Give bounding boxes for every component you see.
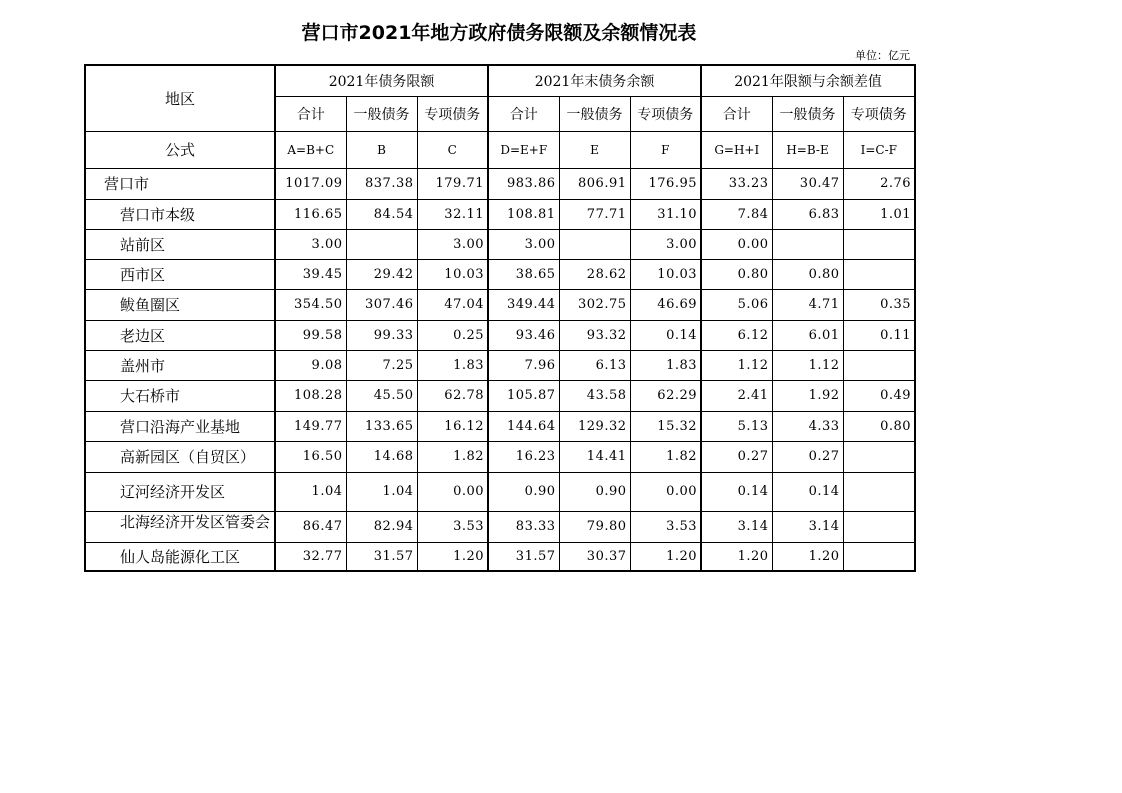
value-cell: 7.96: [488, 350, 559, 380]
value-cell: 3.00: [275, 229, 346, 259]
value-cell: 307.46: [346, 289, 417, 320]
debt-table: [84, 64, 916, 572]
value-cell: 349.44: [488, 289, 559, 320]
value-cell: 93.46: [488, 320, 559, 350]
value-cell: 79.80: [559, 511, 630, 542]
value-cell: 29.42: [346, 259, 417, 289]
table-row: [85, 320, 915, 350]
value-cell: 0.11: [843, 320, 915, 350]
value-cell: 1.04: [275, 472, 346, 511]
value-cell: [559, 229, 630, 259]
value-cell: [346, 229, 417, 259]
value-cell: 1.83: [417, 350, 488, 380]
value-cell: 3.53: [417, 511, 488, 542]
group-header-difference: 2021年限额与余额差值: [701, 65, 915, 96]
region-header: 地区: [85, 65, 275, 131]
value-cell: 28.62: [559, 259, 630, 289]
page-title: 营口市2021年地方政府债务限额及余额情况表: [301, 22, 697, 44]
value-cell: [843, 472, 915, 511]
value-cell: 32.77: [275, 542, 346, 571]
value-cell: 16.23: [488, 441, 559, 472]
value-cell: 31.57: [346, 542, 417, 571]
value-cell: 6.01: [772, 320, 843, 350]
value-cell: 116.65: [275, 199, 346, 229]
value-cell: 1.92: [772, 380, 843, 411]
value-cell: 129.32: [559, 411, 630, 441]
value-cell: 0.00: [630, 472, 701, 511]
value-cell: 32.11: [417, 199, 488, 229]
formula-label: 公式: [85, 131, 275, 168]
value-cell: 86.47: [275, 511, 346, 542]
value-cell: 6.12: [701, 320, 772, 350]
value-cell: 3.53: [630, 511, 701, 542]
value-cell: [772, 229, 843, 259]
table-row: [85, 441, 915, 472]
value-cell: 1.82: [630, 441, 701, 472]
value-cell: 302.75: [559, 289, 630, 320]
value-cell: 99.58: [275, 320, 346, 350]
value-cell: 1.20: [772, 542, 843, 571]
value-cell: 84.54: [346, 199, 417, 229]
value-cell: 1017.09: [275, 168, 346, 199]
value-cell: 0.49: [843, 380, 915, 411]
formula-cell: B: [346, 131, 417, 168]
subheader-limit-special: 专项债务: [417, 96, 488, 131]
value-cell: 1.82: [417, 441, 488, 472]
value-cell: [843, 350, 915, 380]
region-name: 北海经济开发区管委会: [85, 511, 275, 542]
value-cell: 0.90: [488, 472, 559, 511]
value-cell: 31.10: [630, 199, 701, 229]
subheader-balance-total: 合计: [488, 96, 559, 131]
group-header-limit: 2021年债务限额: [275, 65, 488, 96]
value-cell: 0.27: [772, 441, 843, 472]
table-row: [85, 199, 915, 229]
value-cell: 47.04: [417, 289, 488, 320]
value-cell: 31.57: [488, 542, 559, 571]
region-name: 西市区: [85, 259, 275, 289]
value-cell: 1.12: [701, 350, 772, 380]
value-cell: 149.77: [275, 411, 346, 441]
region-name: 营口市本级: [85, 199, 275, 229]
value-cell: 14.41: [559, 441, 630, 472]
value-cell: [843, 229, 915, 259]
subheader-diff-total: 合计: [701, 96, 772, 131]
table-body: [85, 168, 915, 571]
value-cell: 39.45: [275, 259, 346, 289]
value-cell: 0.14: [772, 472, 843, 511]
table-row: [85, 289, 915, 320]
value-cell: 0.80: [772, 259, 843, 289]
value-cell: 108.28: [275, 380, 346, 411]
value-cell: 3.14: [701, 511, 772, 542]
value-cell: 99.33: [346, 320, 417, 350]
value-cell: 46.69: [630, 289, 701, 320]
value-cell: 77.71: [559, 199, 630, 229]
value-cell: 0.80: [701, 259, 772, 289]
value-cell: 5.13: [701, 411, 772, 441]
subheader-limit-general: 一般债务: [346, 96, 417, 131]
value-cell: 4.71: [772, 289, 843, 320]
value-cell: 2.76: [843, 168, 915, 199]
value-cell: 837.38: [346, 168, 417, 199]
value-cell: 108.81: [488, 199, 559, 229]
value-cell: 82.94: [346, 511, 417, 542]
table-row: [85, 259, 915, 289]
value-cell: 176.95: [630, 168, 701, 199]
value-cell: 0.27: [701, 441, 772, 472]
region-name: 营口沿海产业基地: [85, 411, 275, 441]
value-cell: 16.12: [417, 411, 488, 441]
value-cell: 1.20: [701, 542, 772, 571]
region-name: 仙人岛能源化工区: [85, 542, 275, 571]
value-cell: 9.08: [275, 350, 346, 380]
value-cell: 62.78: [417, 380, 488, 411]
subheader-diff-special: 专项债务: [843, 96, 915, 131]
value-cell: 144.64: [488, 411, 559, 441]
table-row: [85, 411, 915, 441]
value-cell: 105.87: [488, 380, 559, 411]
value-cell: 3.00: [488, 229, 559, 259]
subheader-limit-total: 合计: [275, 96, 346, 131]
formula-cell: H=B-E: [772, 131, 843, 168]
value-cell: 7.25: [346, 350, 417, 380]
group-header-balance: 2021年末债务余额: [488, 65, 701, 96]
value-cell: 806.91: [559, 168, 630, 199]
value-cell: 1.12: [772, 350, 843, 380]
value-cell: 0.00: [417, 472, 488, 511]
table-header: [85, 65, 915, 168]
table-row: [85, 380, 915, 411]
subheader-balance-general: 一般债务: [559, 96, 630, 131]
value-cell: 5.06: [701, 289, 772, 320]
unit-label: 单位：亿元: [855, 49, 910, 62]
value-cell: [843, 259, 915, 289]
value-cell: 30.47: [772, 168, 843, 199]
value-cell: 16.50: [275, 441, 346, 472]
value-cell: 1.20: [630, 542, 701, 571]
value-cell: 354.50: [275, 289, 346, 320]
table-row: [85, 168, 915, 199]
value-cell: 33.23: [701, 168, 772, 199]
value-cell: 10.03: [630, 259, 701, 289]
value-cell: 38.65: [488, 259, 559, 289]
value-cell: 0.00: [701, 229, 772, 259]
value-cell: 179.71: [417, 168, 488, 199]
formula-cell: C: [417, 131, 488, 168]
value-cell: 30.37: [559, 542, 630, 571]
value-cell: 133.65: [346, 411, 417, 441]
formula-cell: F: [630, 131, 701, 168]
region-name: 营口市: [85, 168, 275, 199]
table-row: [85, 542, 915, 571]
value-cell: 14.68: [346, 441, 417, 472]
value-cell: [843, 511, 915, 542]
value-cell: 0.14: [630, 320, 701, 350]
value-cell: 4.33: [772, 411, 843, 441]
region-name: 站前区: [85, 229, 275, 259]
value-cell: 43.58: [559, 380, 630, 411]
formula-cell: D=E+F: [488, 131, 559, 168]
value-cell: 1.01: [843, 199, 915, 229]
value-cell: 83.33: [488, 511, 559, 542]
value-cell: 1.04: [346, 472, 417, 511]
value-cell: 3.00: [630, 229, 701, 259]
region-name: 大石桥市: [85, 380, 275, 411]
formula-cell: A=B+C: [275, 131, 346, 168]
value-cell: 0.25: [417, 320, 488, 350]
value-cell: 45.50: [346, 380, 417, 411]
value-cell: 1.20: [417, 542, 488, 571]
value-cell: 3.14: [772, 511, 843, 542]
value-cell: 15.32: [630, 411, 701, 441]
region-name: 高新园区（自贸区）: [85, 441, 275, 472]
table-row: [85, 350, 915, 380]
value-cell: 62.29: [630, 380, 701, 411]
region-name: 老边区: [85, 320, 275, 350]
value-cell: 3.00: [417, 229, 488, 259]
subheader-balance-special: 专项债务: [630, 96, 701, 131]
value-cell: 1.83: [630, 350, 701, 380]
value-cell: 983.86: [488, 168, 559, 199]
value-cell: 93.32: [559, 320, 630, 350]
table-row: [85, 229, 915, 259]
value-cell: 10.03: [417, 259, 488, 289]
value-cell: 0.35: [843, 289, 915, 320]
region-name: 盖州市: [85, 350, 275, 380]
subheader-diff-general: 一般债务: [772, 96, 843, 131]
value-cell: [843, 542, 915, 571]
value-cell: 0.80: [843, 411, 915, 441]
value-cell: 7.84: [701, 199, 772, 229]
table-row: [85, 472, 915, 511]
region-name: 鲅鱼圈区: [85, 289, 275, 320]
formula-cell: I=C-F: [843, 131, 915, 168]
value-cell: 0.90: [559, 472, 630, 511]
table-row: [85, 511, 915, 542]
value-cell: 2.41: [701, 380, 772, 411]
value-cell: 0.14: [701, 472, 772, 511]
value-cell: [843, 441, 915, 472]
value-cell: 6.83: [772, 199, 843, 229]
formula-cell: E: [559, 131, 630, 168]
region-name: 辽河经济开发区: [85, 472, 275, 511]
value-cell: 6.13: [559, 350, 630, 380]
formula-cell: G=H+I: [701, 131, 772, 168]
